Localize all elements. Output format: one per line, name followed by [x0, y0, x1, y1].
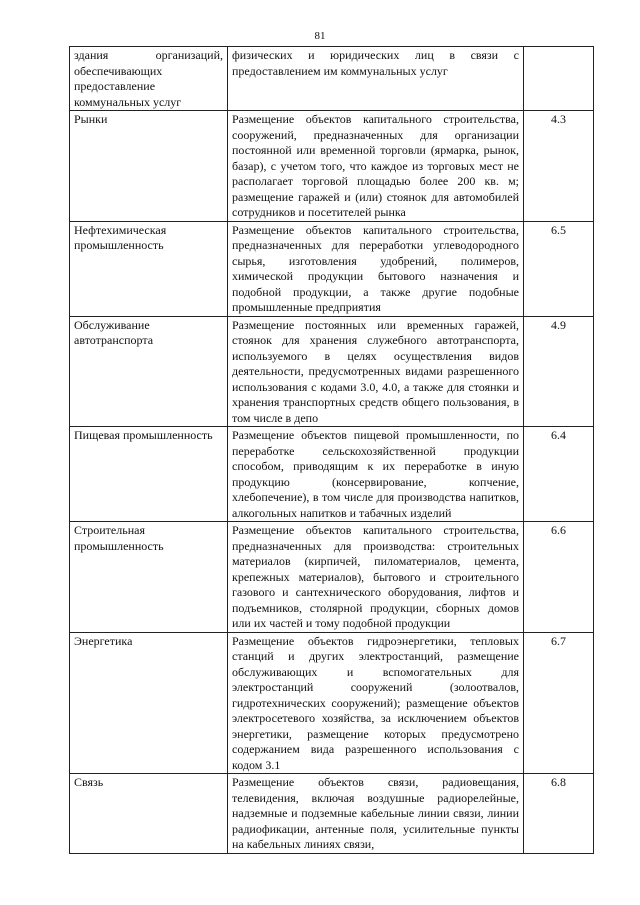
- use-code-cell: 6.7: [524, 632, 594, 774]
- use-name-cell: Пищевая промышленность: [70, 427, 228, 522]
- use-code-cell: 6.8: [524, 774, 594, 854]
- table-row: [70, 221, 594, 316]
- use-description-cell: Размещение объектов капитального строительства, сооружений, предназначенных для организации постоянной или временной торговли (ярмарка, рынок, базар), с учетом того, что каждое из торговых мест не располагает торговой площадью более 200 кв. м; размещение гаражей и (или) стоянок для автомобилей сотрудников и посетителей рынка: [228, 111, 524, 222]
- use-name-cell: Строительная промышленность: [70, 522, 228, 633]
- use-code-cell: 4.9: [524, 316, 594, 427]
- use-description-cell: Размещение объектов капитального строительства, предназначенных для производства: строительных материалов (кирпичей, пиломатериалов, цемента, крепежных материалов), бытового и строительного газового и сантехнического оборудования, лифтов и подъемников, столярной продукции, сборных домов или их частей и тому подобной продукции: [228, 522, 524, 633]
- use-code-cell: [524, 47, 594, 111]
- use-name-cell: Нефтехимическая промышленность: [70, 221, 228, 316]
- land-use-table: [69, 46, 594, 854]
- table-row: [70, 111, 594, 222]
- table-body: [70, 47, 594, 854]
- table-row: [70, 47, 594, 111]
- use-name-cell: Энергетика: [70, 632, 228, 774]
- table-row: [70, 427, 594, 522]
- use-description-cell: физических и юридических лиц в связи с предоставлением им коммунальных услуг: [228, 47, 524, 111]
- use-name-cell: Связь: [70, 774, 228, 854]
- use-code-cell: 6.5: [524, 221, 594, 316]
- table-row: [70, 774, 594, 854]
- use-description-cell: Размещение постоянных или временных гаражей, стоянок для хранения служебного автотранспорта, используемого в целях осуществления видов деятельности, предусмотренных видами разрешенного использования с кодами 3.0, 4.0, а также для стоянки и хранения транспортных средств общего пользования, в том числе в депо: [228, 316, 524, 427]
- table-row: [70, 522, 594, 633]
- page-number: 81: [314, 30, 326, 42]
- use-description-cell: Размещение объектов капитального строительства, предназначенных для переработки углеводородного сырья, изготовления удобрений, полимеров, химической продукции бытового назначения и подобной продукции, а также другие подобные промышленные предприятия: [228, 221, 524, 316]
- table-row: [70, 316, 594, 427]
- use-name-cell: здания организаций, обеспечивающих предоставление коммунальных услуг: [70, 47, 228, 111]
- use-description-cell: Размещение объектов гидроэнергетики, тепловых станций и других электростанций, размещение обслуживающих и вспомогательных для электростанций сооружений (золоотвалов, гидротехнических сооружений); размещение объектов электросетевого хозяйства, за исключением объектов энергетики, размещение которых предусмотрено содержанием вида разрешенного использования с кодом 3.1: [228, 632, 524, 774]
- use-name-cell: Рынки: [70, 111, 228, 222]
- use-name-cell: Обслуживание автотранспорта: [70, 316, 228, 427]
- use-code-cell: 4.3: [524, 111, 594, 222]
- table-row: [70, 632, 594, 774]
- use-description-cell: Размещение объектов связи, радиовещания, телевидения, включая воздушные радиорелейные, надземные и подземные кабельные линии связи, линии радиофикации, антенные поля, усилительные пункты на кабельных линиях связи,: [228, 774, 524, 854]
- use-code-cell: 6.6: [524, 522, 594, 633]
- use-code-cell: 6.4: [524, 427, 594, 522]
- use-description-cell: Размещение объектов пищевой промышленности, по переработке сельскохозяйственной продукции способом, приводящим к их переработке в иную продукцию (консервирование, копчение, хлебопечение), в том числе для производства напитков, алкогольных напитков и табачных изделий: [228, 427, 524, 522]
